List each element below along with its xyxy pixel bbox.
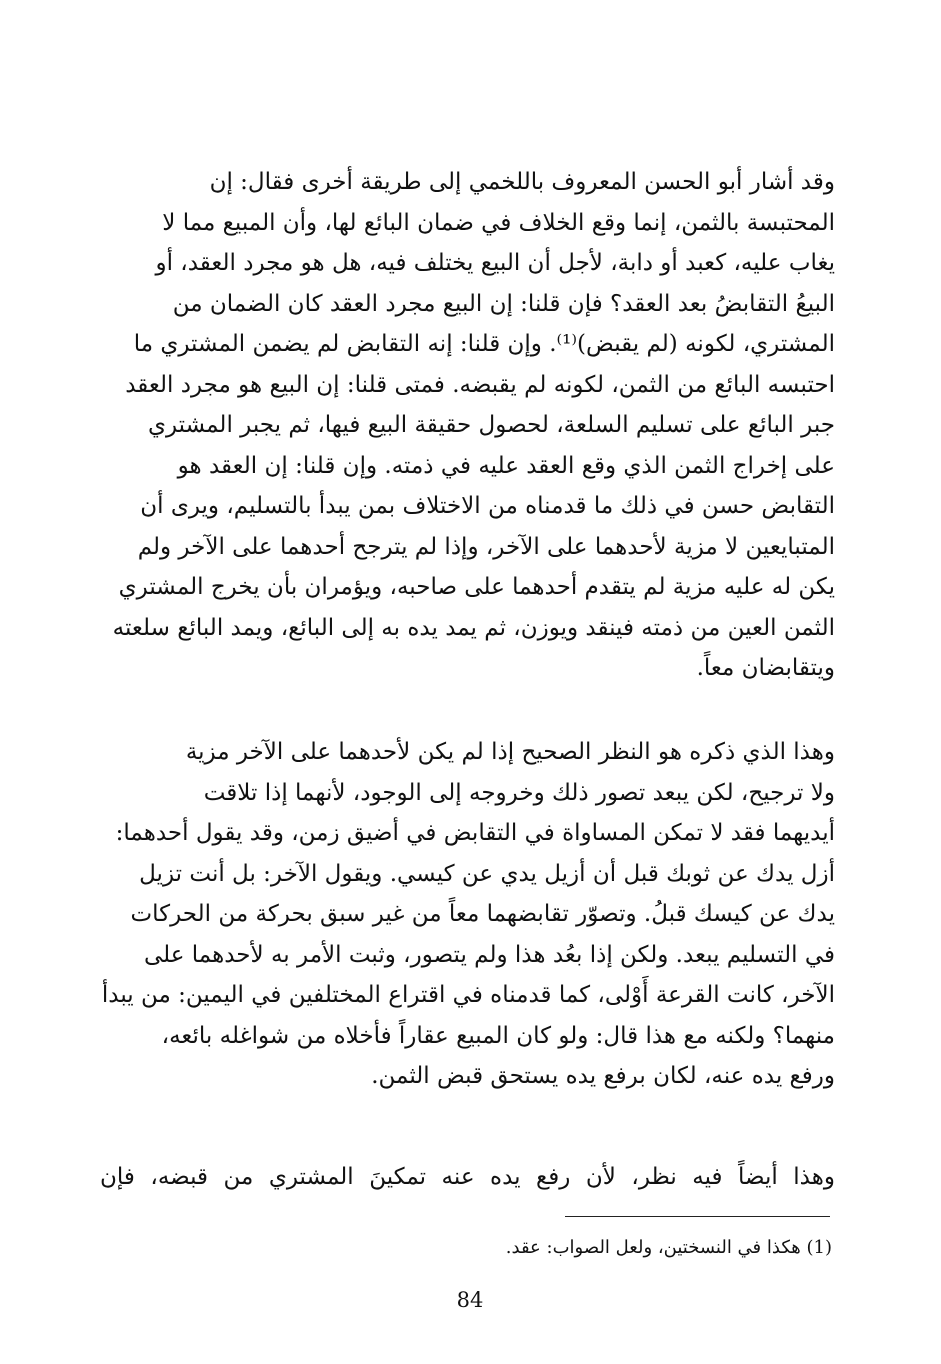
footnote-divider [565, 1216, 830, 1217]
paragraph-3: وهذا أيضاً فيه نظر، لأن رفع يده عنه تمكينَ المشتري من قبضه، فإن [100, 1164, 835, 1190]
body-text-block [100, 162, 835, 689]
body-text-block [100, 732, 835, 1097]
body-text-block [100, 1157, 835, 1198]
page-number: 84 [456, 1288, 484, 1312]
paragraph-1: وقد أشار أبو الحسن المعروف باللخمي إلى طريقة أخرى فقال: إن المحتبسة بالثمن، إنما وقع الخلاف في ضمان البائع لها، وأن المبيع مما لا يغاب عليه، كعبد أو دابة، لأجل أن البيع يختلف فيه، هل هو مجرد العقد، أو البيعُ التقابضُ بعد العقد؟ فإن قلنا: إن البيع مجرد العقد كان الضمان من المشتري، لكونه (لم يقبض)⁽¹⁾. وإن قلنا: إنه التقابض لم يضمن المشتري ما احتبسه البائع من الثمن، لكونه لم يقبضه. فمتى قلنا: إن البيع هو مجرد العقد جبر البائع على تسليم السلعة، لحصول حقيقة البيع فيها، ثم يجبر المشتري على إخراج الثمن الذي وقع العقد عليه في ذمته. وإن قلنا: إن العقد هو التقابض حسن في ذلك ما قدمناه من الاختلاف بمن يبدأ بالتسليم، ويرى أن المتبايعين لا مزية لأحدهما على الآخر، وإذا لم يترجح أحدهما على الآخر ولم يكن له عليه مزية لم يتقدم أحدهما على صاحبه، ويؤمران بأن يخرج المشتري الثمن العين من ذمته فينقد ويوزن، ثم يمد يده به إلى البائع، ويمد البائع سلعته ويتقابضان معاً. [112, 169, 835, 681]
footnote: (1) هكذا في النسختين، ولعل الصواب: عقد. [505, 1237, 832, 1258]
paragraph-2: وهذا الذي ذكره هو النظر الصحيح إذا لم يكن لأحدهما على الآخر مزية ولا ترجيح، لكن يبعد تصور ذلك وخروجه إلى الوجود، لأنهما إذا تلاقت أيديهما فقد لا تمكن المساواة في التقابض في أضيق زمن، وقد يقول أحدهما: أزل يدك عن ثوبك قبل أن أزيل يدي عن كيسي. ويقول الآخر: بل أنت تزيل يدك عن كيسك قبلُ. وتصوّر تقابضهما معاً من غير سبق بحركة من الحركات في التسليم يبعد. ولكن إذا بعُد هذا ولم يتصور، وثبت الأمر به لأحدهما على الآخر، كانت القرعة أَوْلى، كما قدمناه في اقتراع المختلفين في اليمين: من يبدأ منهما؟ ولكنه مع هذا قال: ولو كان المبيع عقاراً فأخلاه من شواغله بائعه، ورفع يده عنه، لكان برفع يده يستحق قبض الثمن. [101, 739, 835, 1089]
